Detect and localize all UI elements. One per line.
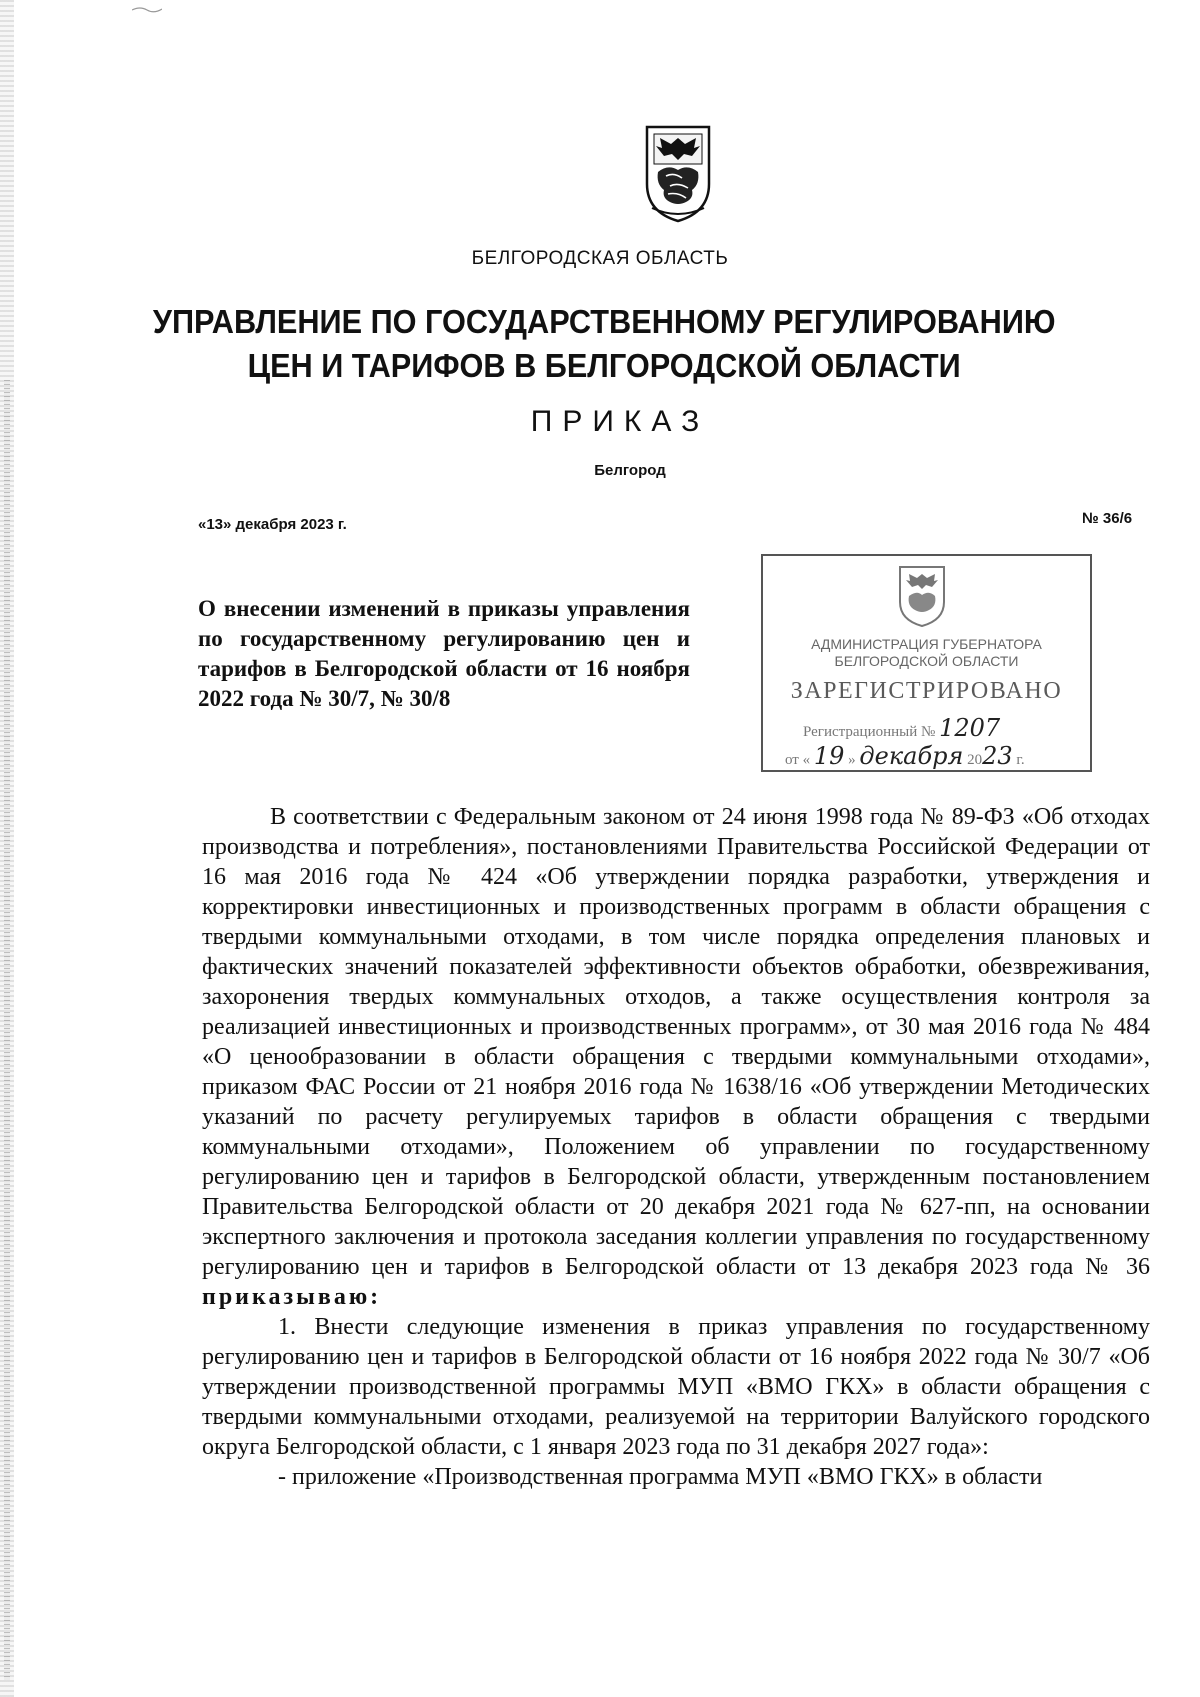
stamp-org-line-2: БЕЛГОРОДСКОЙ ОБЛАСТИ [834, 653, 1019, 669]
stamp-date-row [785, 742, 1025, 770]
item-1-dash-paragraph: - приложение «Производственная программа МУП «ВМО ГКХ» в области [278, 1464, 1043, 1490]
region-name: БЕЛГОРОДСКАЯ ОБЛАСТЬ [471, 248, 729, 269]
agency-name-line-1: УПРАВЛЕНИЕ ПО ГОСУДАРСТВЕННОМУ РЕГУЛИРОВАНИЮ [152, 303, 1056, 340]
stamp-date-prefix: от « [785, 752, 811, 768]
scan-artifact [132, 6, 162, 14]
registration-stamp [761, 554, 1092, 772]
stamp-organization [763, 636, 1090, 670]
document-subject: О внесении изменений в приказы управления по государственному регулированию цен и тарифов в Белгородской области от 16 ноября 2022 года № 30/7, № 30/8 [198, 596, 690, 711]
orders-word: приказываю: [202, 1284, 382, 1310]
stamp-year-unit: г. [1016, 752, 1025, 768]
coat-of-arms-emblem [644, 124, 712, 224]
document-number: № 36/6 [1082, 510, 1133, 527]
document-type: ПРИКАЗ [530, 405, 710, 438]
scan-edge-shadow [4, 380, 10, 1680]
document-date: «13» декабря 2023 г. [198, 516, 347, 533]
stamp-year-prefix: 20 [967, 752, 983, 768]
agency-name [46, 300, 1162, 388]
stamp-status: ЗАРЕГИСТРИРОВАНО [790, 678, 1063, 704]
stamp-registration-row [803, 714, 1000, 742]
issue-city: Белгород [594, 462, 666, 479]
stamp-reg-label: Регистрационный № [803, 724, 936, 740]
stamp-org-line-1: АДМИНИСТРАЦИЯ ГУБЕРНАТОРА [811, 636, 1042, 652]
stamp-day: 19 [813, 742, 845, 770]
stamp-month: декабря [859, 742, 964, 770]
stamp-reg-number: 1207 [939, 714, 1001, 742]
preamble-text: В соответствии с Федеральным законом от 24 июня 1998 года № 89-ФЗ «Об отходах производства и потребления», постановлениями Правительства Российской Федерации от 16 мая 2016 года № 424 «Об утверждении порядка разработки, утверждения и корректировки инвестиционных и производственных программ в области обращения с твердыми коммунальными отходами, в том числе порядка определения плановых и фактических значений показателей эффективности объектов обработки, обезвреживания, захоронения твердых коммунальных отходов, а также осуществления контроля за реализацией инвестиционных и производственных программ», от 30 мая 2016 года № 484 «О ценообразовании в области обращения с твердыми коммунальными отходами», приказом ФАС России от 21 ноября 2016 года № 1638/16 «Об утверждении Методических указаний по расчету регулируемых тарифов в области обращения с твердыми коммунальными отходами», Положением об управлении по государственному регулированию цен и тарифов в Белгородской области, утвержденным постановлением Правительства Белгородской области от 20 декабря 2021 года № 627-пп, на основании экспертного заключения и протокола заседания коллегии управления по государственному регулированию цен и тарифов в Белгородской области от 13 декабря 2023 года № 36 [202, 804, 1150, 1280]
item-1-paragraph: 1. Внести следующие изменения в приказ управления по государственному регулированию цен и тарифов в Белгородской области от 16 ноября 2022 года № 30/7 «Об утверждении производственной программы МУП «ВМО ГКХ» в области обращения с твердыми коммунальными отходами, реализуемой на территории Валуйского городского округа Белгородской области, с 1 января 2023 года по 31 декабря 2027 года»: [202, 1314, 1150, 1460]
stamp-day-close: » [848, 752, 856, 768]
preamble-paragraph [202, 802, 1150, 1312]
stamp-emblem-icon [897, 564, 947, 628]
stamp-year-suffix: 23 [982, 742, 1013, 770]
agency-name-line-2: ЦЕН И ТАРИФОВ В БЕЛГОРОДСКОЙ ОБЛАСТИ [247, 347, 961, 384]
document-body [202, 802, 1150, 1492]
